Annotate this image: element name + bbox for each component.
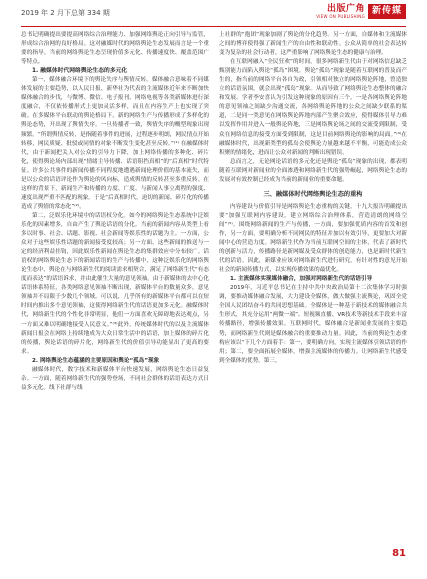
left-column	[21, 31, 209, 393]
brand-name-cn: 出版广角	[326, 4, 365, 14]
header-divider	[21, 26, 406, 27]
brand-name-en: VIEW ON PUBLISHING	[316, 14, 365, 19]
section-heading: 三、融媒体时代网络舆论生态的重构	[263, 190, 363, 198]
paragraph: 2019年，习近平总书记在主持中共中央政治局第十二次集体学习时强调，要推动媒体融合发展，大力建设全媒体，做大做强主流舆论，巩固全党全国人民团结奋斗的共同思想基础。全媒体是一种基于新技术的媒体融合共生形式，其充分运用“两微一端”、短视频直播、VR技术等新技术手段来丰富传播路径，增强传播效果。互联网时代，媒体融合是新闻业发展的主要趋势，而网络新生代则是媒体融合的重要推动力量。因此，当前的舆论生态重构应该以“下几个方面着手：第一，要明确方向，实现主流媒体引领话语的作用；第二，要全面拓展全媒体，增强主流媒体的传播力。让网络新生代感受到全媒体的优势。第三，	[219, 285, 407, 364]
page-number: 81	[392, 548, 406, 559]
paragraph: 融媒体时代，数字技术和新媒体平台快速发展，网络舆论生态日益复杂。一方面，随着网络新生代的强势登场，不同社会群体的话语表达方式日益多元化。线下社群与线	[21, 366, 209, 391]
paragraph: 总书记明确提出要提高网络综合治理能力、加强网络舆论正向引导与监管，形成综合治网的良好格局。这对融媒时代的网络舆论生态发展而言是一个重要的指导。当前的网络舆论生态呈现价值多元化、传播速度快、覆盖范围广等特点。	[21, 32, 209, 66]
brand-logo	[316, 4, 365, 20]
subheading: 1. 主流媒体实现媒体融合，加强对网络新生代的话语引导	[230, 276, 373, 283]
paragraph: 上社群的“抱团”现象加剧了舆论的分化趋势。另一方面，自媒体和主流媒体之间的博弈使得强了新闻生产的自由性和联动性。公众从简单的社会表达转变为复杂的社会行动者，这严重影响了网络舆论生态的健康与治理。	[219, 32, 407, 57]
publication-brand	[316, 4, 406, 20]
paragraph: 内容建设与价值引导是网络舆论生态重构的关键。十九大报告明确提出要“加强互联网内容建设，建立网络综合治理体系，营造清朗的网络空间”⁽⁵⁾。围绕网络新闻的生产与传播，一方面，要加强优质内容的首发和创作，另一方面，要明确分析不同网民的特征并加以有效引导，更要加大对新闻中心的营造力度。网络新生代作为当前互联网空间的主体，代表了新时代的创新与活力，传播路径是新网媒及受众群体的创造能力，也是新时代新生代的话语。因此，新媒业应该对网络新生代进行研究，有针对性的意见开始社会的新闻传播力式，以实现传播效果的最优化。	[219, 203, 407, 274]
subheading: 2. 网络舆论生态蕴涵的主要原因和舆论“孤岛”现象	[32, 357, 160, 364]
page-header	[0, 0, 427, 28]
subheading: 1. 融媒体时代网络舆论生态的多元化	[32, 68, 128, 75]
right-column	[219, 31, 407, 366]
issue-label: 2019 年 2 月下总第 334 期	[21, 9, 110, 17]
paragraph: 第一，媒体融合环境下的舆论失序与舆情反转。媒体融合意味着不同媒体发展的主要趋势，以人民日报、新华社为代表的主流媒体近年来不断加快媒体融合的步伐，与微博、微信、电子报刊、网络电视等各类新媒体进行深度融合，不仅依传播形式上更加灵活多样，而且在内容生产上也实现了突破。在多媒体平台联动的舆论格局下，新的网络生产与传播形成了多样化的舆论态势，开出现了舆情失序。一旦传播者一致，舆情失序的概型现象出现频繁。“所谓舆情反转，是指随着事件的进展，过程逐步明朗，网民情点开始转移，网民质疑、批驳或同情的对象不断发生变化甚至反转。”⁽¹⁾ 在融媒体时代，由于新闻把关人对公众的引导力下降，加上网络传播的多种化、碎片化，使得舆论场内部出现“情绪主导传播、话语阻挡真相”的“后真相”时代特征。许多公共事件的新闻传播不同程度地遭遇新闻伦理价值的基本流失，而是以公众的话语评论作为舆论的风向标，造成舆情的反转甚至多重反转。在这样的背景下，新闻生产和传播的力度、广度、与新闻人事立离程的强度、速度出现严重不匹配的现象。于是“后真相时代，迫切的新闻、碎片化的传播造成了舆情的常态化”⁽²⁾。	[21, 77, 209, 210]
section-label: 新传媒	[368, 4, 406, 19]
paragraph: 在互联网融入“全民狂欢”的时间，很多网络新生代由于对网络信息缺乏甄别能力而陷入舆论“孤岛”困境。舆论“孤岛”现象是随着互联网的普及而产生的，指当前的网络平台各自为政，引领相对独立的网络舆论阵地，曾造独立的话语氛围，就会出现“孤岛”现象。从而导致了网络舆论生态整体的融合和发展。学者李安喜认为引发这种现象的原因有三个，一是各网络舆论阵地的意见领袖之间缺少沟通交流，各网络舆论阵地的公众之间缺少联系的渠道，二是同一类意见在网络舆论阵地内部产生聚合效应，使得媒体引导力难以发挥作用并进入一般舆论阵地，三是网络舆论场之间的交流受到限制，受众在网络信息的接受方面受到限制，这是目前网络舆论的影响的局面。”⁽⁴⁾在融媒体时代，出现新类型的孤岛会使舆论力量越来越不平衡，可能造成公众积聚的情绪化，进而让公众对新闻的判断出现错误。	[219, 59, 407, 156]
paragraph: 总而言之，无论网论话语的多元化还是舆论“孤岛”现象的出现，都表明随着互联网对新闻业的全面渗透和网络新生代的强势崛起，网络舆论生态的发展对有效控制已经成为当前的新闻业的重要命题。	[219, 158, 407, 183]
paragraph: 第二，泛娱乐化环境中的话语权分化。如今的网络舆论生态系统中泛娱乐化的因素增多，自由产生了舆论话语的分化。当前的新闻内容从类型上看多以时事、社会、话题、影视、社会新闻等娱乐性的话题为主。一方面，公众对于这些娱乐性话题的新闻接受度较高；另一方面，这些新闻的推送与一定的经济利益挂钩，因此娱乐性新闻在舆论生态的集群效应中分布较广。话语权的网络舆论生态下的新闻话语的生产与传播中，这种泛娱乐化的网络舆论生态中，舆论在与网络新生代的阅读需求相契合，满足了网络新生代“有态度而表达”的话语诉求，并由此催生大量的意见领袖。由于新媒体的去中心化话语体系特征，各类网络意见领袖不断出现，新媒体平台的数量众多，意见领袖并不局限于少数几个领域。可以说，几乎所有的新媒体平台都可以在短时间内推出多个意见领袖，这使得网络新生代的话语更加多元化。融媒体时代，网络新生代的个性化非常明显，他们一方面喜欢无障碍地表达观点，另一方面又难以明确地接受人民意义。”⁽³⁾此外，传统媒体时代的以及主流媒体新闻日报会在网络上持续地成为大众日常生活中的话语，加上媒体的碎片化的传播，舆论话语的碎片化，网络新生代的价值引导功能显出了更高的要求。	[21, 212, 209, 355]
